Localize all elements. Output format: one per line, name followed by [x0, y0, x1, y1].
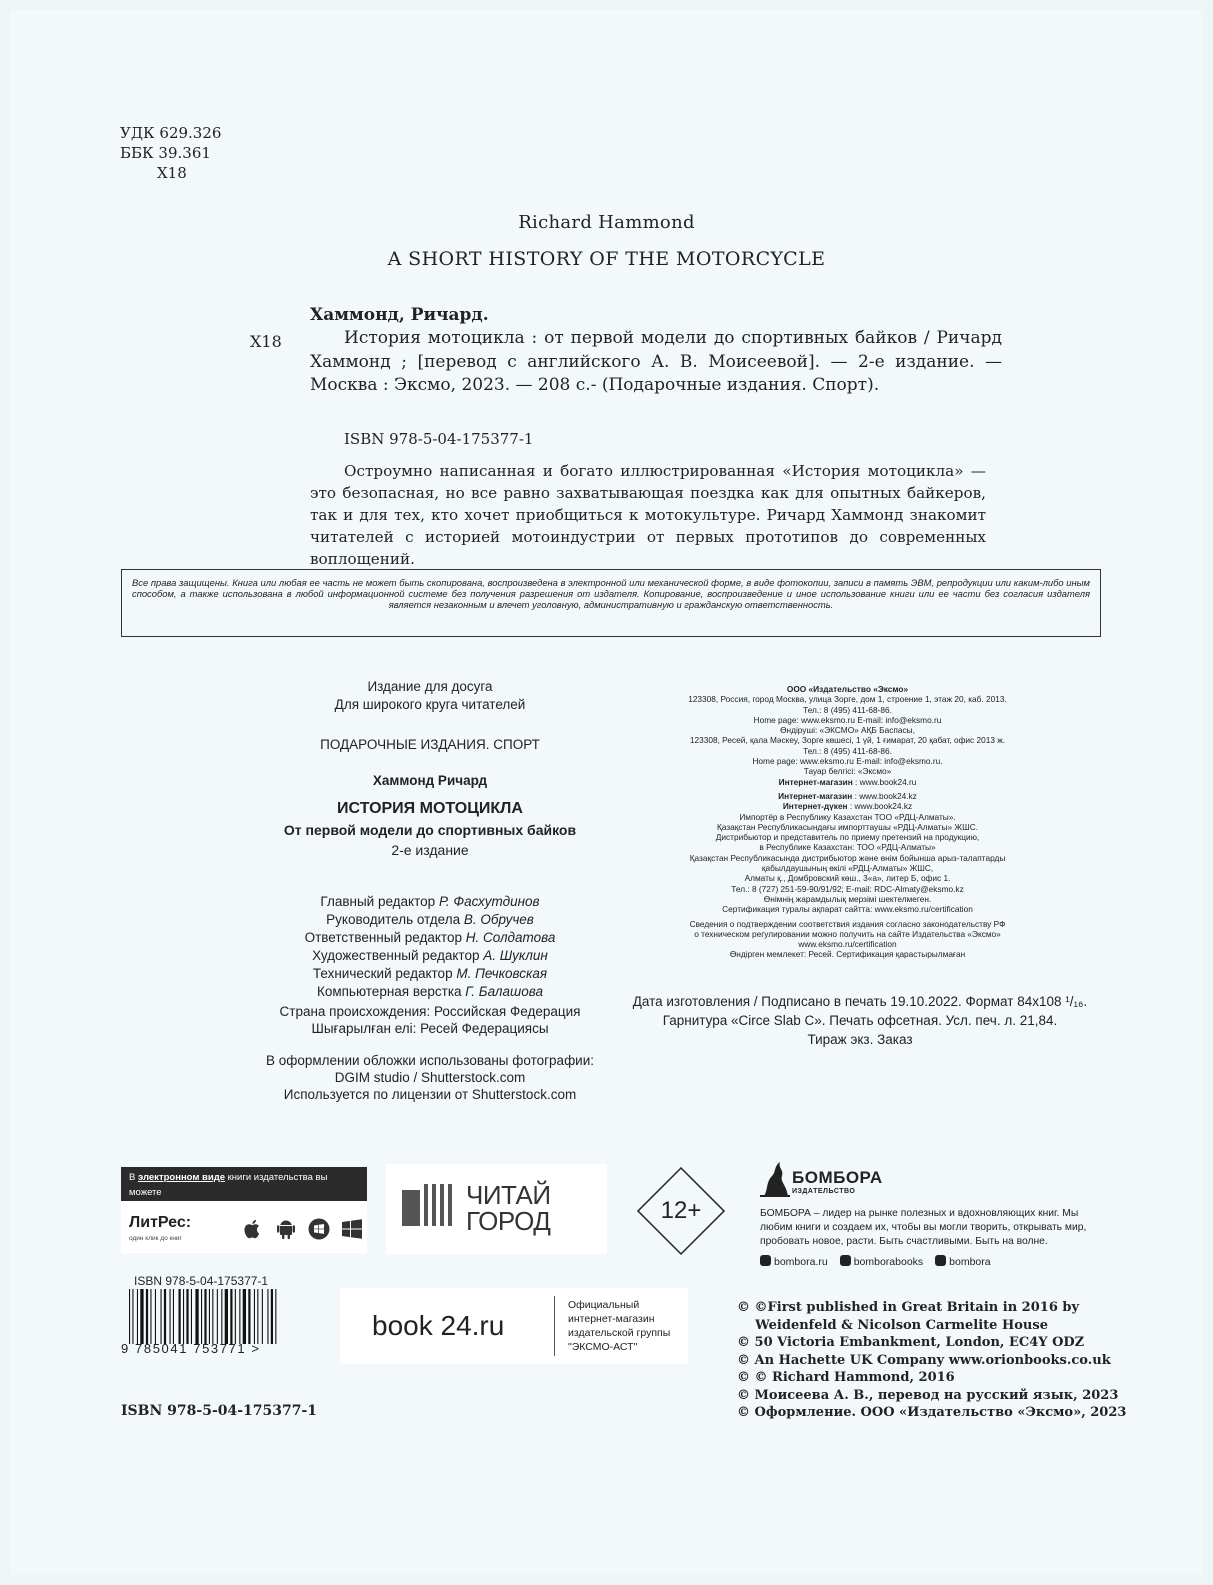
print-info-1: Дата изготовления / Подписано в печать 19.10.2022. Формат 84x108 ¹/₁₆.	[632, 994, 1088, 1009]
bombora-wave-icon	[760, 1160, 790, 1198]
barcode-bar	[186, 1289, 188, 1344]
staff-row: Художественный редактор А. Шуклин	[312, 948, 548, 963]
country-kz: Шығарылған елі: Ресей Федерациясы	[311, 1021, 549, 1036]
copyright-line: © 50 Victoria Embankment, London, EC4Y ODZ	[737, 1335, 1085, 1350]
barcode-bar	[137, 1289, 138, 1344]
barcode-bar	[209, 1289, 210, 1344]
original-author: Richard Hammond	[518, 212, 695, 233]
imprint-subtitle: От первой модели до спортивных байков	[283, 822, 577, 838]
publisher-line: Интернет-магазин : www.book24.kz	[778, 790, 917, 801]
publisher-line: Тел.: 8 (495) 411-68-86.	[803, 704, 892, 715]
copyright-line: © Оформление. ООО «Издательство «Эксмо», 2023	[737, 1405, 1127, 1420]
original-title: A SHORT HISTORY OF THE MOTORCYCLE	[387, 248, 826, 270]
copyright-line: © ©First published in Great Britain in 2016 by	[737, 1300, 1080, 1315]
barcode-isbn: ISBN 978-5-04-175377-1	[134, 1274, 269, 1288]
author-sign: Х18	[157, 164, 187, 182]
publisher-line: Өндіруші: «ЭКСМО» АҚБ Баспасы,	[780, 725, 915, 736]
barcode-bar	[179, 1289, 181, 1344]
photo-credit-1: В оформлении обложки использованы фотографии:	[265, 1053, 595, 1068]
publisher-line: Сертификация туралы ақпарат сайтта: www.eksmo.ru/certification	[722, 904, 973, 915]
biblio-description	[310, 327, 1002, 398]
bombora-sub: ИЗДАТЕЛЬСТВО	[792, 1188, 856, 1195]
staff-row: Ответственный редактор Н. Солдатова	[304, 930, 556, 945]
barcode-bar	[254, 1289, 255, 1344]
barcode-bar	[212, 1289, 213, 1344]
barcode-bar	[150, 1289, 151, 1344]
bbk-code: ББК 39.361	[120, 144, 211, 162]
apple-icon	[241, 1217, 265, 1241]
litres-link-1[interactable]: электронном виде	[137, 1172, 226, 1183]
copyright-line: © © Richard Hammond, 2016	[737, 1370, 955, 1385]
bombora-vk-link[interactable]: bomborabooks	[840, 1255, 923, 1268]
barcode-bar	[271, 1289, 273, 1344]
barcode-bar	[155, 1289, 156, 1344]
age-rating-text: 12+	[660, 1197, 702, 1224]
biblio-code: Х18	[250, 332, 282, 351]
barcode-bar	[217, 1289, 218, 1344]
barcode-bar	[235, 1289, 236, 1344]
imprint-edition: 2-е издание	[391, 842, 469, 858]
publisher-line: 123308, Россия, город Москва, улица Зорге, дом 1, строение 1, этаж 20, каб. 2013.	[688, 694, 1007, 705]
publisher-line: Тауар белгісі: «Эксмо»	[803, 766, 892, 777]
barcode-bar	[225, 1289, 228, 1344]
publisher-line: Қазақстан Республикасында дистрибьютор және өнім бойынша арыз-талаптарды	[689, 852, 1006, 863]
publisher-line: Home page: www.eksmo.ru E-mail: info@eksmo.ru.	[752, 756, 943, 767]
purpose-2: Для широкого круга читателей	[334, 697, 526, 712]
barcode-bar	[204, 1289, 206, 1344]
copyright-block	[737, 1299, 1126, 1422]
barcode-bar	[161, 1289, 162, 1344]
udk-code: УДК 629.326	[120, 124, 222, 142]
staff-row: Компьютерная верстка Г. Балашова	[316, 984, 544, 999]
biblio-record: История мотоцикла : от первой модели до спортивных байков / Ричард Хаммонд ; [перевод с английского А. В. Моисеевой]. — 2-е издание. — Москва : Эксмо, 2023. — 208 с.- (Подарочные издания. Спорт).	[310, 328, 1002, 395]
classification-block	[120, 123, 221, 183]
publisher-line: қабылдаушының өкілі «РДЦ-Алматы» ЖШС,	[761, 863, 934, 874]
book24-divider	[554, 1296, 555, 1356]
imprint-author: Хаммонд Ричард	[372, 773, 488, 788]
staff-row: Технический редактор М. Печковская	[312, 966, 548, 981]
barcode-bar	[243, 1289, 246, 1344]
barcode-bar	[132, 1289, 133, 1344]
barcode-bar	[140, 1289, 143, 1344]
print-info-3: Тираж экз. Заказ	[807, 1032, 913, 1047]
annotation	[310, 460, 986, 570]
publisher-line: Тел.: 8 (727) 251-59-90/91/92; E-mail: RDC-Almaty@eksmo.kz	[731, 883, 964, 894]
imprint-title: ИСТОРИЯ МОТОЦИКЛА	[337, 800, 523, 817]
barcode-bar	[191, 1289, 192, 1344]
barcode-bar	[170, 1289, 171, 1344]
rights-notice: Все права защищены. Книга или любая ее часть не может быть скопирована, воспроизведена в электронной или механической форме, в виде фотокопии, записи в память ЭВМ, репродукции или каким-либо иным способом, а также использована в любой информационной системе без получения разрешения от издателя. Копирование, воспроизведение и иное использование книги или ее части без согласия издателя является незаконным и влечет уголовную, административную и гражданскую ответственность.	[121, 569, 1101, 637]
bombora-name: БОМБОРА	[792, 1168, 883, 1187]
chitai-gorod-wordmark: ЧИТАЙ ГОРОД	[466, 1180, 551, 1236]
barcode-bar	[183, 1289, 184, 1344]
publisher-line: Дистрибьютор и представитель по приему претензий на продукцию,	[715, 832, 980, 843]
book24-banner[interactable]	[340, 1288, 688, 1364]
book24-description: Официальный интернет-магазин издательской группы "ЭКСМО-АСТ"	[568, 1299, 671, 1353]
publisher-line: 123308, Ресей, қала Мәскеу, Зорге көшесі, 1 үй, 1 ғимарат, 20 қабат, офис 2013 ж.	[689, 735, 1006, 746]
print-info-2: Гарнитура «Circe Slab C». Печать офсетная. Усл. печ. л. 21,84.	[662, 1013, 1058, 1028]
barcode-bar	[221, 1289, 222, 1344]
publisher-details	[620, 684, 1075, 960]
barcode-bar	[262, 1289, 263, 1344]
barcode-bar	[195, 1289, 198, 1344]
publisher-line: ООО «Издательство «Эксмо»	[786, 684, 909, 694]
biblio-isbn: ISBN 978-5-04-175377-1	[344, 430, 534, 448]
publisher-line: Home page: www.eksmo.ru E-mail: info@eksmo.ru	[753, 714, 942, 725]
publisher-line: Өндірген мемлекет: Ресей. Сертификация қарастырылмаған	[729, 949, 966, 960]
publisher-line: Интернет-магазин : www.book24.ru	[778, 776, 917, 787]
publisher-line: Қазақстан Республикасындағы импорттаушы «РДЦ-Алматы» ЖШС.	[717, 821, 978, 832]
photo-credit-2: DGIM studio / Shutterstock.com	[334, 1070, 526, 1085]
bombora-site-link[interactable]: bombora.ru	[760, 1255, 828, 1268]
barcode-bar	[230, 1289, 232, 1344]
publisher-line: Интернет-дүкен : www.book24.kz	[782, 801, 913, 812]
biblio-heading: Хаммонд, Ричард.	[310, 305, 489, 325]
publisher-line: о техническом регулировании можно получить на сайте Издательства «Эксмо»	[694, 928, 1001, 939]
litres-link-2[interactable]: www.litres.ru	[173, 1202, 233, 1213]
staff-row: Руководитель отдела В. Обручев	[326, 912, 534, 927]
barcode-bar	[239, 1289, 240, 1344]
bombora-links	[760, 1255, 991, 1268]
barcode-bar	[173, 1289, 174, 1344]
telegram-icon	[935, 1255, 946, 1266]
publisher-line: Өнімнің жарамдылық мерзімі шектелмеген.	[763, 893, 932, 904]
vk-icon	[840, 1255, 851, 1266]
copyright-line: © Моисеева А. В., перевод на русский язык, 2023	[737, 1387, 1119, 1403]
publisher-line: www.eksmo.ru/certification	[798, 939, 897, 950]
book24-logo: book 24.ru	[372, 1310, 505, 1341]
barcode-bars	[121, 1289, 321, 1344]
barcode-number: 9 785041 753771 >	[121, 1341, 261, 1356]
country-ru: Страна происхождения: Российская Федерация	[279, 1004, 581, 1019]
barcode-bar	[267, 1289, 268, 1344]
bombora-social-link[interactable]: bombora	[935, 1255, 990, 1268]
staff-row: Главный редактор Р. Фасхутдинов	[320, 894, 540, 909]
isbn-bottom: ISBN 978-5-04-175377-1	[121, 1403, 318, 1419]
chitai-gorod-logo	[386, 1164, 607, 1254]
barcode-bar	[164, 1289, 166, 1344]
globe-icon	[760, 1255, 771, 1266]
litres-tagline: один клик до книг	[129, 1235, 182, 1242]
platform-icons	[241, 1217, 364, 1241]
windows-icon	[340, 1217, 364, 1241]
photo-credit-3: Используется по лицензии от Shutterstock.com	[283, 1087, 577, 1102]
barcode-bar	[201, 1289, 202, 1344]
series-name: ПОДАРОЧНЫЕ ИЗДАНИЯ. СПОРТ	[320, 737, 540, 752]
publisher-line: Алматы қ., Домбровский көш., 3«а», литер Б, офис 1.	[744, 873, 951, 884]
barcode-bar	[275, 1289, 276, 1344]
windows-phone-icon	[307, 1217, 331, 1241]
purpose-1: Издание для досуга	[367, 679, 493, 694]
publisher-line: Сведения о подтверждении соответствия издания согласно законодательству РФ	[689, 918, 1006, 929]
age-rating-badge	[636, 1166, 726, 1256]
barcode-bar	[257, 1289, 258, 1344]
litres-logo: ЛитРес:	[129, 1214, 192, 1231]
barcode-bar	[129, 1289, 130, 1344]
android-icon	[274, 1217, 298, 1241]
publisher-line: Тел.: 8 (495) 411-68-86.	[803, 745, 892, 756]
copyright-line: © An Hachette UK Company www.orionbooks.co.uk	[737, 1352, 1111, 1368]
publisher-line: Импортёр в Республику Казахстан ТОО «РДЦ-Алматы».	[739, 811, 956, 822]
litres-banner[interactable]	[121, 1167, 367, 1253]
annotation-text: Остроумно написанная и богато иллюстрированная «История мотоцикла» — это безопасная, но все равно захватывающая поездка как для опытных байкеров, так и для тех, кто хочет приобщиться к мотокультуре. Ричард Хаммонд знакомит читателей с историей мотоиндустрии от первых прототипов до современных воплощений.	[310, 462, 986, 568]
litres-text: В электронном виде книги издательства вы можете купить на www.litres.ru	[121, 1167, 367, 1201]
chitai-gorod-icon	[402, 1182, 462, 1232]
barcode-bar	[248, 1289, 250, 1344]
barcode-bar	[146, 1289, 148, 1344]
bombora-description: БОМБОРА – лидер на рынке полезных и вдохновляющих книг. Мы любим книги и создаем их, чтобы вы могли творить, открывать мир, пробовать новое, расти. Быть счастливыми. Быть на волне.	[760, 1208, 1087, 1247]
publisher-line: в Республике Казахстан: ТОО «РДЦ-Алматы»	[759, 842, 936, 853]
copyright-line: Weidenfeld & Nicolson Carmelite House	[737, 1317, 1048, 1333]
